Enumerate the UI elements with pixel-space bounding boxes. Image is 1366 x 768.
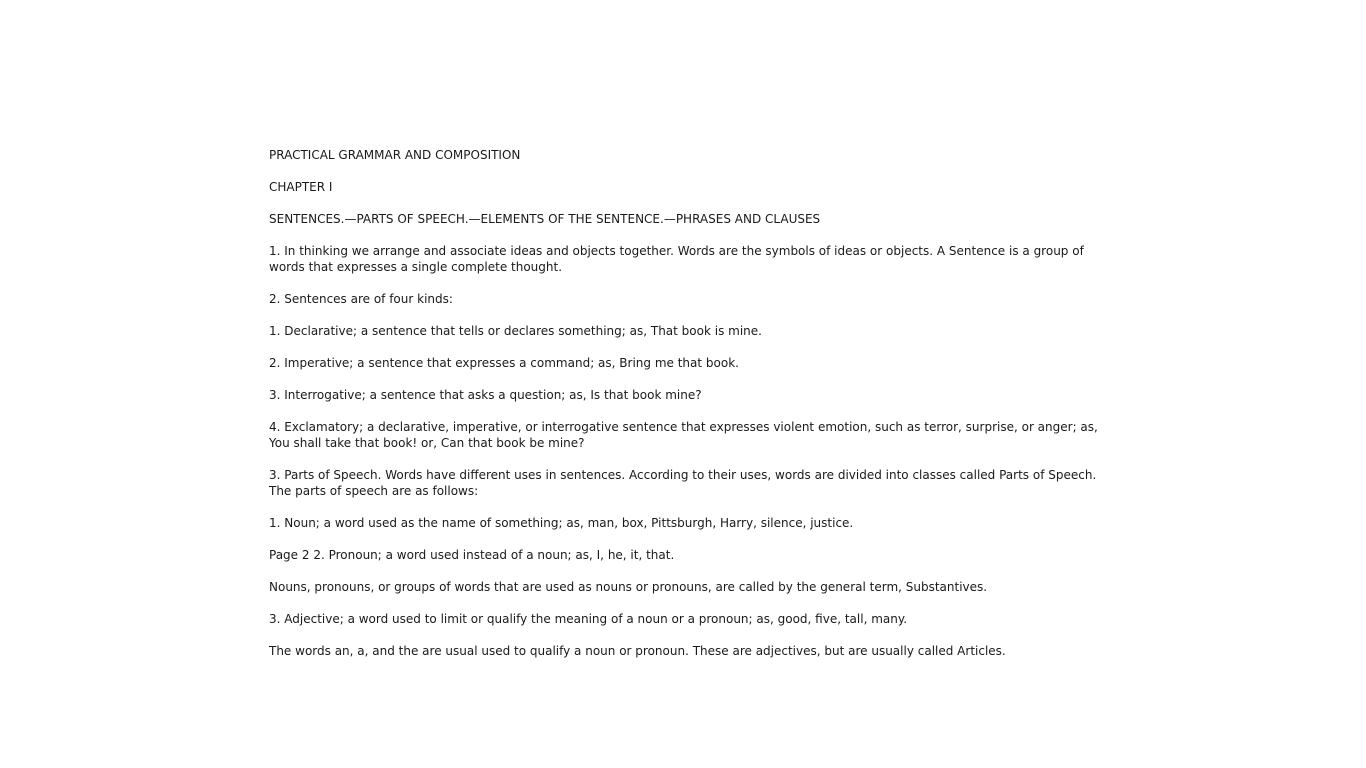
paragraph: 4. Exclamatory; a declarative, imperative, or interrogative sentence that expresses violent emotion, such as terror, surprise, or anger; as, You shall take that book! or, Can that book be mine? [269, 420, 1098, 450]
paragraph: 1. Declarative; a sentence that tells or declares something; as, That book is mine. [269, 324, 762, 338]
paragraph: 1. In thinking we arrange and associate ideas and objects together. Words are the symbols of ideas or objects. A Sentence is a group of words that expresses a single complete thought. [269, 244, 1084, 274]
document-title: PRACTICAL GRAMMAR AND COMPOSITION [269, 148, 521, 162]
chapter-heading: SENTENCES.—PARTS OF SPEECH.—ELEMENTS OF THE SENTENCE.—PHRASES AND CLAUSES [269, 212, 821, 226]
paragraph: 3. Interrogative; a sentence that asks a question; as, Is that book mine? [269, 388, 702, 402]
paragraph: 2. Imperative; a sentence that expresses a command; as, Bring me that book. [269, 356, 739, 370]
paragraph: 3. Parts of Speech. Words have different uses in sentences. According to their uses, words are divided into classes called Parts of Speech. The parts of speech are as follows: [269, 468, 1097, 498]
document-scroll-area[interactable] [269, 140, 1109, 658]
paragraph: Nouns, pronouns, or groups of words that are used as nouns or pronouns, are called by the general term, Substantives. [269, 580, 988, 594]
paragraph: The words an, a, and the are usual used to qualify a noun or pronoun. These are adjectives, but are usually called Articles. [269, 644, 1006, 658]
paragraph: 2. Sentences are of four kinds: [269, 292, 453, 306]
chapter-number: CHAPTER I [269, 180, 333, 194]
document-text [269, 147, 1109, 659]
paragraph: Page 2 2. Pronoun; a word used instead of a noun; as, I, he, it, that. [269, 548, 675, 562]
paragraph: 3. Adjective; a word used to limit or qualify the meaning of a noun or a pronoun; as, good, five, tall, many. [269, 612, 908, 626]
paragraph: 1. Noun; a word used as the name of something; as, man, box, Pittsburgh, Harry, silence, justice. [269, 516, 854, 530]
